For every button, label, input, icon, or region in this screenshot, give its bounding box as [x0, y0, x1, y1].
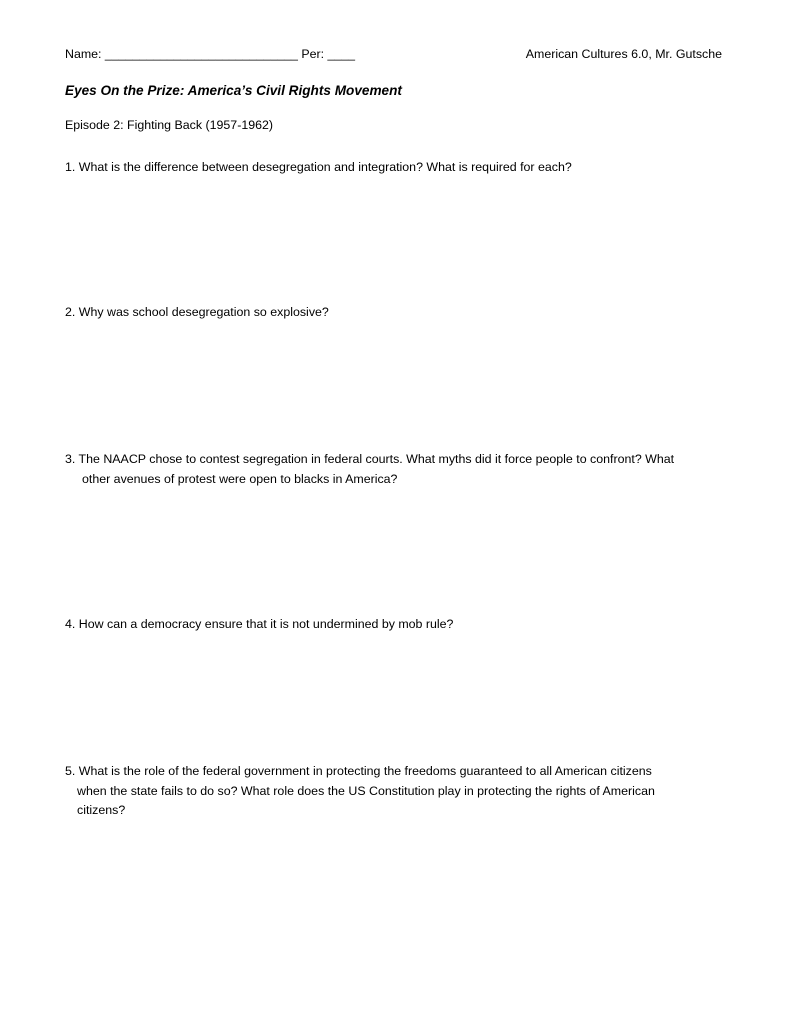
question-3 [65, 450, 674, 489]
question-5-line-2: when the state fails to do so? What role does the US Constitution play in protecting the rights of American [77, 783, 655, 798]
question-3-line-2: other avenues of protest were open to blacks in America? [82, 471, 398, 486]
question-1-line-1: 1. What is the difference between desegregation and integration? What is required for each? [65, 160, 572, 174]
name-period-line: Name: ____________________________ Per: ____ [65, 47, 356, 61]
episode-label: Episode 2: Fighting Back (1957-1962) [65, 118, 274, 132]
question-3-line-1: 3. The NAACP chose to contest segregation in federal courts. What myths did it force people to confront? What [65, 452, 675, 466]
question-4-line-1: 4. How can a democracy ensure that it is not undermined by mob rule? [65, 617, 454, 631]
question-1 [65, 158, 572, 178]
question-5-line-3: citizens? [77, 803, 126, 817]
worksheet-title: Eyes On the Prize: America’s Civil Rights Movement [65, 83, 402, 98]
course-teacher-label: American Cultures 6.0, Mr. Gutsche [525, 47, 722, 61]
question-5-line-1: 5. What is the role of the federal government in protecting the freedoms guaranteed to all American citizens [65, 764, 652, 778]
question-2-line-1: 2. Why was school desegregation so explosive? [65, 305, 329, 319]
question-5 [65, 762, 655, 821]
question-4 [65, 615, 453, 635]
question-2 [65, 303, 329, 323]
